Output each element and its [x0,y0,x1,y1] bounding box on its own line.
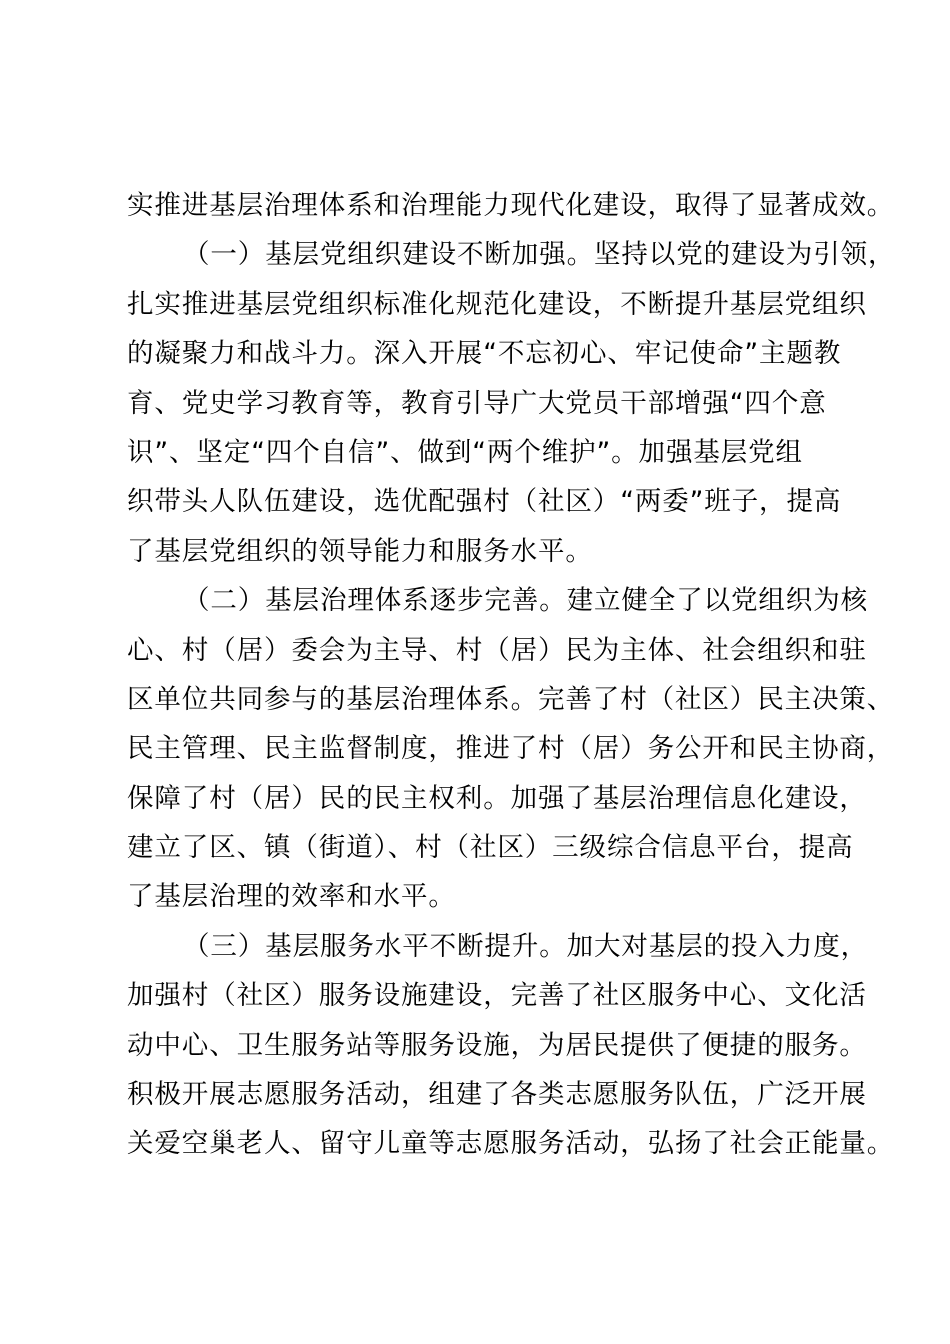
text-line: 加强村（社区）服务设施建设，完善了社区服务中心、文化活 [127,980,867,1012]
section-heading-line: （三）基层服务水平不断提升。加大对基层的投入力度， [183,930,868,962]
document-body [127,186,896,1174]
text-line: 动中心、卫生服务站等服务设施，为居民提供了便捷的服务。 [127,1029,867,1061]
text-line: 育、党史学习教育等，教育引导广大党员干部增强“四个意 [127,387,827,419]
text-line: 保障了村（居）民的民主权利。加强了基层治理信息化建设， [127,782,867,814]
text-line: 实推进基层治理体系和治理能力现代化建设，取得了显著成效。 [127,190,895,221]
text-line: 了基层治理的效率和水平。 [127,881,456,913]
text-line: 建立了区、镇（街道）、村（社区）三级综合信息平台，提高 [127,832,854,864]
text-line: 的凝聚力和战斗力。深入开展“不忘初心、牢记使命”主题教 [127,338,842,370]
text-line: 关爱空巢老人、留守儿童等志愿服务活动，弘扬了社会正能量。 [127,1128,895,1160]
text-line: 积极开展志愿服务活动，组建了各类志愿服务队伍，广泛开展 [127,1079,867,1111]
text-line: 民主管理、民主监督制度，推进了村（居）务公开和民主协商， [127,733,895,765]
text-line: 识”、坚定“四个自信”、做到“两个维护”。加强基层党组 [127,436,803,468]
text-line: 心、村（居）委会为主导、村（居）民为主体、社会组织和驻 [127,634,867,666]
text-line: 扎实推进基层党组织标准化规范化建设，不断提升基层党组织 [127,288,867,320]
section-heading-line: （二）基层治理体系逐步完善。建立健全了以党组织为核 [183,585,868,617]
text-line: 了基层党组织的领导能力和服务水平。 [127,535,593,567]
text-line: 区单位共同参与的基层治理体系。完善了村（社区）民主决策、 [127,683,895,715]
text-line: 织带头人队伍建设，选优配强村（社区）“两委”班子，提高 [127,486,842,518]
section-heading-line: （一）基层党组织建设不断加强。坚持以党的建设为引领， [183,239,896,271]
